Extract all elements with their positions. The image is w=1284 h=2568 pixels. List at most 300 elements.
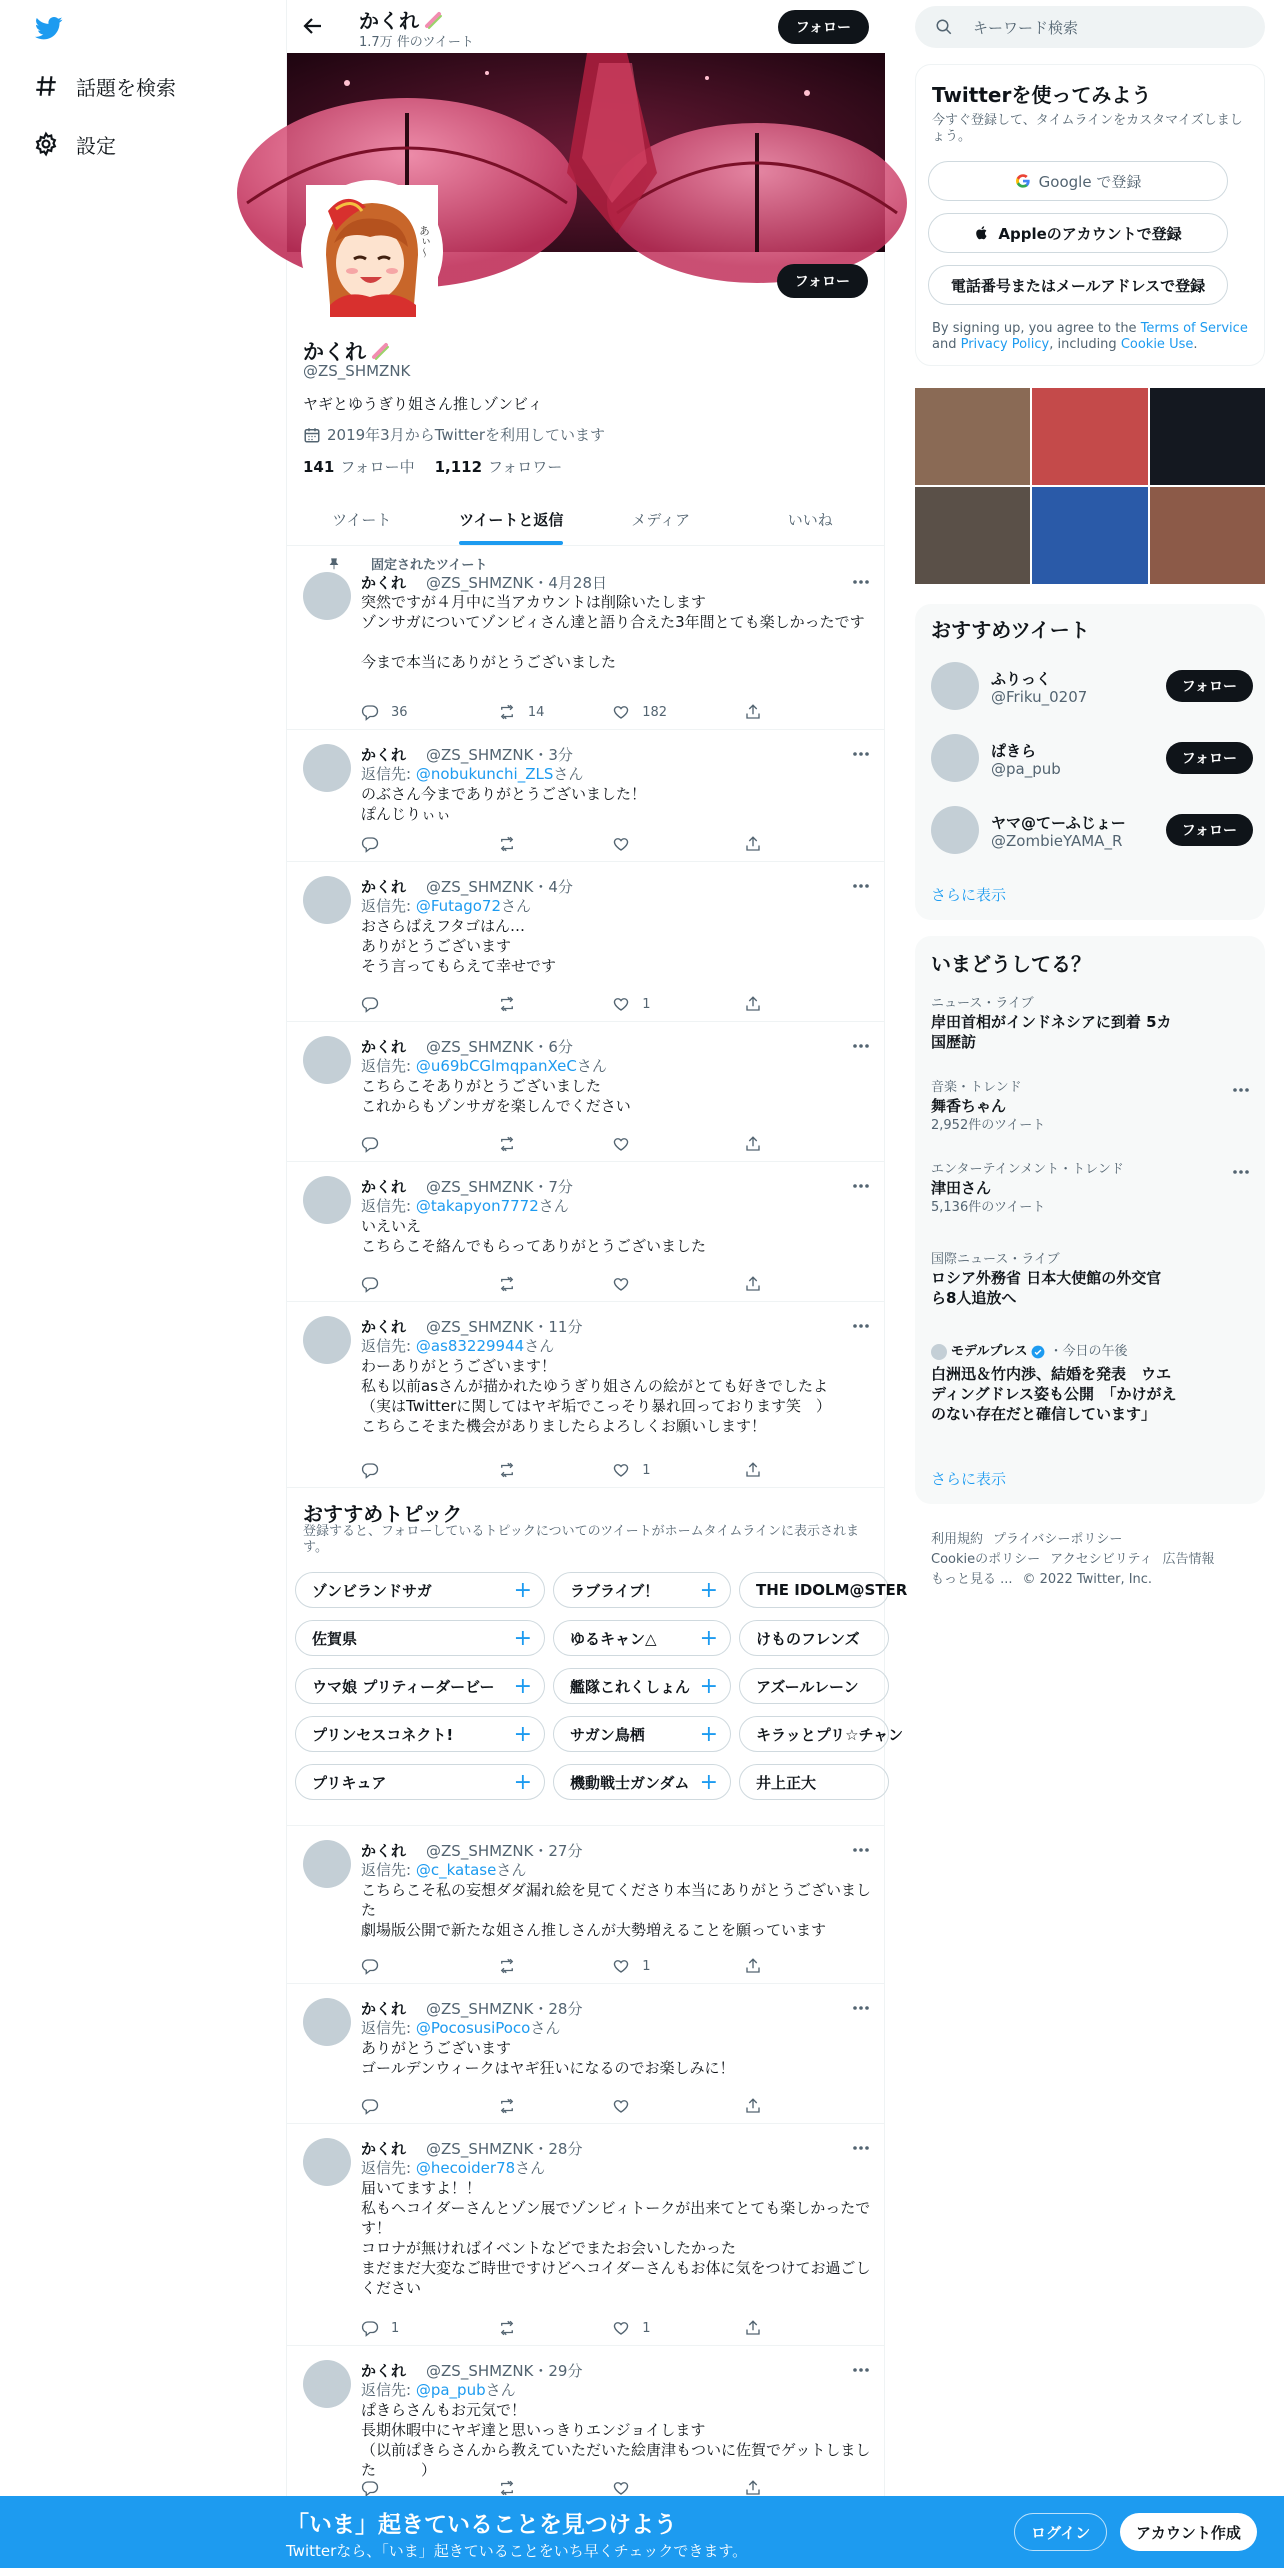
share-button[interactable] — [744, 1134, 782, 1154]
privacy-policy-link[interactable]: Privacy Policy — [960, 337, 1050, 352]
topics-title: おすすめトピック — [303, 1502, 463, 1526]
retweet-button[interactable] — [498, 1956, 612, 1976]
more-dots-icon[interactable] — [851, 1318, 871, 1334]
tweet[interactable] — [287, 1826, 885, 1984]
tweet-author-name[interactable]: かくれ — [361, 2361, 407, 2380]
tweet-author-name[interactable]: かくれ — [361, 2139, 407, 2158]
retweet-icon — [498, 1135, 516, 1153]
share-button[interactable] — [744, 1956, 782, 1976]
tweet[interactable] — [287, 2346, 885, 2506]
topbar-name-text: かくれ — [359, 9, 419, 33]
topic-pill[interactable] — [553, 1668, 731, 1704]
profile-tabs — [287, 494, 885, 546]
reply-button[interactable] — [361, 1274, 498, 1294]
footer-copyright: © 2022 Twitter, Inc. — [1022, 1572, 1153, 1587]
share-button[interactable] — [744, 2318, 782, 2338]
trend-name: 舞香ちゃん — [931, 1097, 1007, 1115]
reply-suffix: さん — [515, 2159, 546, 2177]
tweet[interactable] — [287, 1022, 885, 1162]
topic-pill[interactable] — [739, 1572, 908, 1608]
reply-prefix: 返信先: — [361, 2159, 416, 2177]
media-thumbnail[interactable] — [1032, 388, 1147, 485]
avatar[interactable] — [303, 744, 351, 792]
share-icon — [744, 2319, 762, 2337]
topic-pill[interactable] — [295, 1572, 545, 1608]
share-button[interactable] — [744, 834, 782, 854]
like-button[interactable] — [612, 2318, 743, 2338]
plus-icon[interactable]: + — [699, 1769, 718, 1795]
topic-label: THE IDOLM@STER — [756, 1581, 908, 1599]
tweet-author-name[interactable]: かくれ — [361, 1177, 407, 1196]
reply-to-handle[interactable]: @pa_pub — [415, 2381, 486, 2399]
trend-item[interactable] — [931, 996, 1251, 1052]
followers-link[interactable] — [435, 456, 563, 477]
avatar[interactable] — [931, 806, 979, 854]
nav-settings-label: 設定 — [76, 133, 116, 158]
media-thumbnail[interactable] — [915, 487, 1030, 584]
heart-icon — [612, 1461, 630, 1479]
tweet-text: のぶさん今までありがとうございました！ ぽんじりぃぃ — [361, 785, 647, 823]
retweet-icon — [498, 2097, 516, 2115]
trend-time: ・今日の午後 — [1049, 1344, 1128, 1359]
tweet-handle-time[interactable]: @ZS_SHMZNK・29分 — [426, 2361, 583, 2380]
heart-icon — [612, 703, 630, 721]
follow-button[interactable]: フォロー — [1166, 742, 1253, 774]
more-dots-icon[interactable] — [851, 878, 871, 894]
gear-icon — [32, 130, 60, 158]
tweet-actions — [361, 702, 781, 722]
reply-to — [361, 764, 871, 784]
reply-button[interactable] — [361, 1460, 498, 1480]
footer-link-privacy[interactable]: プライバシーポリシー — [993, 1532, 1123, 1547]
more-dots-icon[interactable] — [851, 746, 871, 762]
retweet-button[interactable] — [498, 2478, 612, 2498]
retweet-button[interactable] — [498, 702, 612, 722]
reply-suffix: さん — [496, 1861, 527, 1879]
footer-link-more[interactable]: もっと見る ... — [931, 1572, 1013, 1587]
recommended-user[interactable] — [931, 806, 1251, 860]
reply-to-handle[interactable]: @as83229944 — [415, 1337, 525, 1355]
like-button[interactable] — [612, 1460, 743, 1480]
cookie-use-link[interactable]: Cookie Use — [1120, 337, 1194, 352]
topic-pill[interactable] — [553, 1620, 731, 1656]
retweet-icon — [498, 1461, 516, 1479]
tweet[interactable] — [287, 1162, 885, 1302]
topic-pill[interactable] — [739, 1668, 889, 1704]
plus-icon[interactable]: + — [513, 1673, 532, 1699]
reply-suffix: さん — [524, 1337, 555, 1355]
like-button[interactable] — [612, 1956, 743, 1976]
like-button[interactable] — [612, 834, 743, 854]
tweet-text: 突然ですが４月中に当アカウントは削除いたします ゾンサガについてゾンビィさん達と語り合えた3年間とても楽しかったです 今まで本当にありがとうございました — [361, 593, 865, 671]
profile-name-text: かくれ — [303, 340, 366, 364]
tweet-actions — [361, 994, 781, 1014]
tab-media[interactable]: メディア — [631, 511, 691, 529]
avatar[interactable] — [303, 1840, 351, 1888]
reply-icon — [361, 1275, 379, 1293]
topic-label: ゆるキャン△ — [570, 1629, 657, 1648]
tweet-text: いえいえ こちらこそ絡んでもらってありがとうございました — [361, 1217, 707, 1255]
media-thumbnail[interactable] — [915, 388, 1030, 485]
retweet-button[interactable] — [498, 2096, 612, 2116]
terms-of-service-link[interactable]: Terms of Service — [1140, 321, 1248, 336]
reply-to — [361, 1336, 871, 1356]
tweet-handle-time[interactable]: @ZS_SHMZNK・3分 — [426, 745, 573, 764]
reply-button[interactable] — [361, 2318, 498, 2338]
retweet-icon — [498, 2479, 516, 2497]
recommended-user-handle: @ZombieYAMA_R — [991, 832, 1123, 850]
phone-email-signup-button[interactable]: 電話番号またはメールアドレスで登録 — [928, 265, 1228, 305]
topbar-follow-button[interactable]: フォロー — [778, 10, 869, 44]
trend-name: 津田さん — [931, 1179, 992, 1197]
topic-label: ラブライブ！ — [570, 1581, 660, 1600]
reply-to-handle[interactable]: @nobukunchi_ZLS — [415, 765, 554, 783]
more-dots-icon[interactable] — [851, 1842, 871, 1858]
profile-stats — [303, 456, 562, 477]
reply-button[interactable] — [361, 1956, 498, 1976]
nav-explore-label: 話題を検索 — [76, 75, 176, 100]
retweet-button[interactable] — [498, 1460, 612, 1480]
follow-button[interactable]: フォロー — [1166, 814, 1253, 846]
banner-title: 「いま」起きていることを見つけよう — [286, 2512, 677, 2538]
reply-prefix: 返信先: — [361, 1337, 416, 1355]
topic-label: ゾンビランドサガ — [312, 1581, 432, 1600]
plus-icon[interactable]: + — [699, 1625, 718, 1651]
topic-pill[interactable] — [553, 1764, 731, 1800]
tweet[interactable] — [287, 862, 885, 1022]
trends-show-more-link[interactable]: さらに表示 — [931, 1470, 1007, 1488]
tweet-handle-time[interactable]: @ZS_SHMZNK・6分 — [426, 1037, 573, 1056]
share-button[interactable] — [744, 994, 782, 1014]
retweet-icon — [498, 1275, 516, 1293]
reply-to — [361, 1196, 871, 1216]
twitter-logo-icon[interactable] — [32, 14, 66, 42]
topic-pill[interactable] — [295, 1620, 545, 1656]
tweet-actions — [361, 2096, 781, 2116]
tweet[interactable] — [287, 1984, 885, 2124]
back-arrow-icon[interactable] — [301, 14, 327, 40]
trend-name: ロシア外務省 日本大使館の外交官ら8人追放へ — [931, 1269, 1162, 1307]
plus-icon[interactable]: + — [513, 1769, 532, 1795]
reply-to-handle[interactable]: @u69bCGlmqpanXeC — [415, 1057, 577, 1075]
trend-meta: エンターテインメント・トレンド — [931, 1162, 1124, 1177]
retweet-button[interactable] — [498, 1274, 612, 1294]
topic-pill[interactable] — [739, 1764, 889, 1800]
topic-pill[interactable] — [553, 1716, 731, 1752]
signup-subtitle: 今すぐ登録して、タイムラインをカスタマイズしましょう。 — [932, 113, 1243, 144]
following-label: フォロー中 — [340, 458, 415, 476]
avatar[interactable] — [303, 876, 351, 924]
profile-follow-button[interactable]: フォロー — [777, 264, 868, 298]
topic-pill[interactable] — [553, 1572, 731, 1608]
heart-icon — [612, 1957, 630, 1975]
reply-to-handle[interactable]: @takapyon7772 — [415, 1197, 539, 1215]
avatar[interactable] — [303, 1998, 351, 2046]
footer-link-cookie[interactable]: Cookieのポリシー — [931, 1552, 1041, 1567]
more-dots-icon[interactable] — [851, 2000, 871, 2016]
tweet-handle-time[interactable]: @ZS_SHMZNK・4分 — [426, 877, 573, 896]
retweet-button[interactable] — [498, 2318, 612, 2338]
retweet-icon — [498, 2319, 516, 2337]
share-button[interactable] — [744, 702, 782, 722]
tweet-handle-time[interactable]: @ZS_SHMZNK・7分 — [426, 1177, 573, 1196]
retweet-icon — [498, 703, 516, 721]
like-button[interactable] — [612, 2096, 743, 2116]
tweet[interactable] — [287, 1302, 885, 1488]
like-button[interactable] — [612, 702, 743, 722]
recommended-title: おすすめツイート — [931, 618, 1090, 642]
tab-tweets[interactable]: ツイート — [332, 511, 392, 529]
heart-icon — [612, 1275, 630, 1293]
more-dots-icon[interactable] — [851, 574, 871, 590]
share-icon — [744, 1275, 762, 1293]
tweet[interactable] — [287, 730, 885, 862]
topic-label: サガン鳥栖 — [570, 1725, 645, 1744]
more-dots-icon[interactable] — [851, 1038, 871, 1054]
like-button[interactable] — [612, 1134, 743, 1154]
topbar-name — [359, 5, 443, 34]
reply-icon — [361, 835, 379, 853]
pin-icon — [327, 557, 341, 571]
retweet-icon — [498, 1957, 516, 1975]
source-avatar — [931, 1344, 947, 1360]
footer-link-accessibility[interactable]: アクセシビリティ — [1050, 1552, 1153, 1567]
trend-item[interactable] — [931, 1080, 1251, 1134]
reply-icon — [361, 1135, 379, 1153]
plus-icon[interactable]: + — [699, 1577, 718, 1603]
google-signup-button[interactable] — [928, 161, 1228, 201]
recommended-topics — [287, 1488, 908, 1826]
reply-icon — [361, 1461, 379, 1479]
avatar[interactable] — [931, 734, 979, 782]
recommended-tweets-card — [915, 604, 1265, 920]
likes-count: 182 — [642, 704, 668, 720]
retweet-button[interactable] — [498, 834, 612, 854]
retweet-button[interactable] — [498, 1134, 612, 1154]
recommended-user-handle: @Friku_0207 — [991, 688, 1088, 706]
plus-icon[interactable]: + — [513, 1721, 532, 1747]
apple-signup-button[interactable] — [928, 213, 1228, 253]
replies-count: 36 — [391, 704, 408, 720]
topic-label: 佐賀県 — [312, 1629, 358, 1648]
more-dots-icon[interactable] — [851, 1178, 871, 1194]
replies-count: 1 — [391, 2320, 400, 2336]
reply-button[interactable] — [361, 2096, 498, 2116]
more-dots-icon[interactable] — [851, 2140, 871, 2156]
trend-source — [931, 1344, 1251, 1360]
profile-joined — [303, 424, 605, 445]
trend-item[interactable] — [931, 1344, 1251, 1424]
nav-settings[interactable] — [32, 124, 116, 164]
avatar[interactable] — [303, 1316, 351, 1364]
tab-likes[interactable]: いいね — [787, 511, 833, 529]
share-button[interactable] — [744, 2478, 782, 2498]
more-dots-icon[interactable] — [1231, 1164, 1251, 1180]
tweet-handle-time[interactable]: @ZS_SHMZNK・4月28日 — [426, 573, 608, 592]
reply-to — [361, 2380, 871, 2400]
profile-handle: @ZS_SHMZNK — [303, 362, 411, 380]
create-account-button[interactable]: アカウント作成 — [1120, 2513, 1257, 2551]
recommended-show-more-link[interactable]: さらに表示 — [931, 886, 1007, 904]
tweet-author-name[interactable]: かくれ — [361, 1037, 407, 1056]
tweet-handle-time[interactable]: @ZS_SHMZNK・27分 — [426, 1841, 583, 1860]
terms-text: and — [932, 337, 961, 352]
trend-meta: 音楽・トレンド — [931, 1080, 1022, 1095]
plus-icon[interactable]: + — [513, 1625, 532, 1651]
tweet[interactable] — [287, 2124, 885, 2346]
avatar[interactable] — [303, 1036, 351, 1084]
recommended-user[interactable] — [931, 734, 1251, 788]
reply-button[interactable] — [361, 1134, 498, 1154]
more-dots-icon[interactable] — [1231, 1082, 1251, 1098]
trends-card — [915, 936, 1265, 1504]
reply-icon — [361, 995, 379, 1013]
topic-pill[interactable] — [295, 1764, 545, 1800]
like-button[interactable] — [612, 1274, 743, 1294]
trends-title: いまどうしてる？ — [931, 952, 1091, 976]
share-icon — [744, 1135, 762, 1153]
nav-explore[interactable] — [32, 66, 176, 106]
terms-text: . — [1193, 337, 1198, 352]
reply-icon — [361, 2319, 379, 2337]
reply-suffix: さん — [530, 2019, 561, 2037]
retweet-button[interactable] — [498, 994, 612, 1014]
reply-suffix: さん — [485, 2381, 516, 2399]
share-icon — [744, 2097, 762, 2115]
tab-tweets-and-replies[interactable]: ツイートと返信 — [437, 494, 587, 545]
topic-pill[interactable] — [295, 1668, 545, 1704]
tweet-text: おさらばえフタゴはん… ありがとうございます そう言ってもらえて幸せです — [361, 917, 557, 975]
topic-pill[interactable] — [295, 1716, 545, 1752]
tweet-handle-time[interactable]: @ZS_SHMZNK・11分 — [426, 1317, 583, 1336]
signup-terms — [932, 321, 1252, 353]
topbar-tweet-count: 1.7万 件のツイート — [359, 35, 474, 50]
followers-count: 1,112 — [434, 458, 483, 476]
tweet[interactable] — [287, 546, 885, 730]
like-button[interactable] — [612, 994, 743, 1014]
topic-label: キラッとプリ☆チャン — [756, 1725, 904, 1744]
calendar-icon — [303, 426, 321, 444]
signup-banner — [0, 2496, 1284, 2568]
topic-label: 艦隊これくしょん — [570, 1677, 691, 1696]
tweet-author-name[interactable]: かくれ — [361, 573, 407, 592]
heart-icon — [612, 995, 630, 1013]
trend-item[interactable] — [931, 1162, 1251, 1216]
reply-button[interactable] — [361, 2478, 498, 2498]
reply-to-handle[interactable]: @Futago72 — [415, 897, 502, 915]
plus-icon[interactable]: + — [699, 1673, 718, 1699]
recommended-user-handle: @pa_pub — [991, 760, 1061, 778]
tweet-handle-time[interactable]: @ZS_SHMZNK・28分 — [426, 1999, 583, 2018]
profile-avatar[interactable] — [301, 180, 443, 322]
media-thumbnail[interactable] — [1150, 487, 1265, 584]
avatar[interactable] — [303, 2138, 351, 2186]
retweet-icon — [498, 835, 516, 853]
reply-prefix: 返信先: — [361, 1197, 416, 1215]
retweet-icon — [498, 995, 516, 1013]
heart-icon — [612, 1135, 630, 1153]
reply-prefix: 返信先: — [361, 2381, 416, 2399]
tweet-author-name[interactable]: かくれ — [361, 1841, 407, 1860]
like-button[interactable] — [612, 2478, 743, 2498]
likes-count: 1 — [642, 1958, 651, 1974]
trend-count: 2,952件のツイート — [931, 1118, 1046, 1133]
tweet-handle-time[interactable]: @ZS_SHMZNK・28分 — [426, 2139, 583, 2158]
tweet-actions — [361, 1274, 781, 1294]
share-button[interactable] — [744, 1274, 782, 1294]
tweet-actions — [361, 2318, 781, 2338]
recommended-user-name: ふりっく — [991, 670, 1052, 688]
reply-to-handle[interactable]: @hecoider78 — [415, 2159, 516, 2177]
following-count: 141 — [303, 458, 335, 476]
topic-label: 機動戦士ガンダム — [570, 1773, 690, 1792]
footer-link-terms[interactable]: 利用規約 — [931, 1532, 984, 1547]
avatar[interactable] — [303, 572, 351, 620]
profile-joined-text: 2019年3月からTwitterを利用しています — [327, 426, 605, 444]
footer-link-ads[interactable]: 広告情報 — [1162, 1552, 1215, 1567]
reply-prefix: 返信先: — [361, 765, 416, 783]
avatar[interactable] — [303, 2360, 351, 2408]
reply-prefix: 返信先: — [361, 897, 416, 915]
media-thumbnail[interactable] — [1150, 388, 1265, 485]
reply-button[interactable] — [361, 702, 498, 722]
signup-title: Twitterを使ってみよう — [932, 83, 1152, 107]
signup-card — [915, 64, 1265, 366]
media-thumbnail[interactable] — [1032, 487, 1147, 584]
trend-item[interactable] — [931, 1252, 1251, 1308]
reply-icon — [361, 2479, 379, 2497]
more-dots-icon[interactable] — [851, 2362, 871, 2378]
reply-button[interactable] — [361, 994, 498, 1014]
search-input[interactable] — [915, 6, 1265, 48]
terms-text: By signing up, you agree to the — [932, 321, 1141, 336]
recommended-user[interactable] — [931, 662, 1251, 716]
tweet-author-name[interactable]: かくれ — [361, 1317, 407, 1336]
profile-topbar — [287, 0, 885, 53]
reply-to-handle[interactable]: @PocosusiPoco — [415, 2019, 531, 2037]
tweet-actions — [361, 2478, 781, 2498]
follow-button[interactable]: フォロー — [1166, 670, 1253, 702]
tweet-author-name[interactable]: かくれ — [361, 745, 407, 764]
tweet-text: こちらこそ私の妄想ダダ漏れ絵を見てくださり本当にありがとうございました 劇場版公開で新たな姐さん推しさんが大勢増えることを願っています — [361, 1881, 872, 1939]
following-link[interactable] — [303, 456, 415, 477]
share-button[interactable] — [744, 2096, 782, 2116]
tweet-author-name[interactable]: かくれ — [361, 1999, 407, 2018]
search-icon — [935, 18, 953, 36]
topic-label: プリキュア — [312, 1773, 387, 1792]
profile-bio: ヤギとゆうぎり姐さん推しゾンビィ — [303, 395, 543, 413]
avatar[interactable] — [303, 1176, 351, 1224]
reply-to — [361, 2018, 871, 2038]
plus-icon[interactable]: + — [513, 1577, 532, 1603]
topic-label: 井上正大 — [756, 1773, 817, 1792]
heart-icon — [612, 2479, 630, 2497]
topic-pill[interactable] — [739, 1716, 904, 1752]
login-button[interactable]: ログイン — [1014, 2513, 1107, 2551]
reply-suffix: さん — [538, 1197, 569, 1215]
avatar[interactable] — [931, 662, 979, 710]
topic-pill[interactable] — [739, 1620, 889, 1656]
topics-description: 登録すると、フォローしているトピックについてのツイートがホームタイムラインに表示されます。 — [303, 1524, 860, 1555]
reply-to-handle[interactable]: @c_katase — [415, 1861, 497, 1879]
plus-icon[interactable]: + — [699, 1721, 718, 1747]
share-icon — [744, 835, 762, 853]
tweet-author-name[interactable]: かくれ — [361, 877, 407, 896]
share-button[interactable] — [744, 1460, 782, 1480]
banner-subtitle: Twitterなら、「いま」起きていることをいち早くチェックできます。 — [286, 2542, 748, 2560]
reply-button[interactable] — [361, 834, 498, 854]
heart-icon — [612, 835, 630, 853]
